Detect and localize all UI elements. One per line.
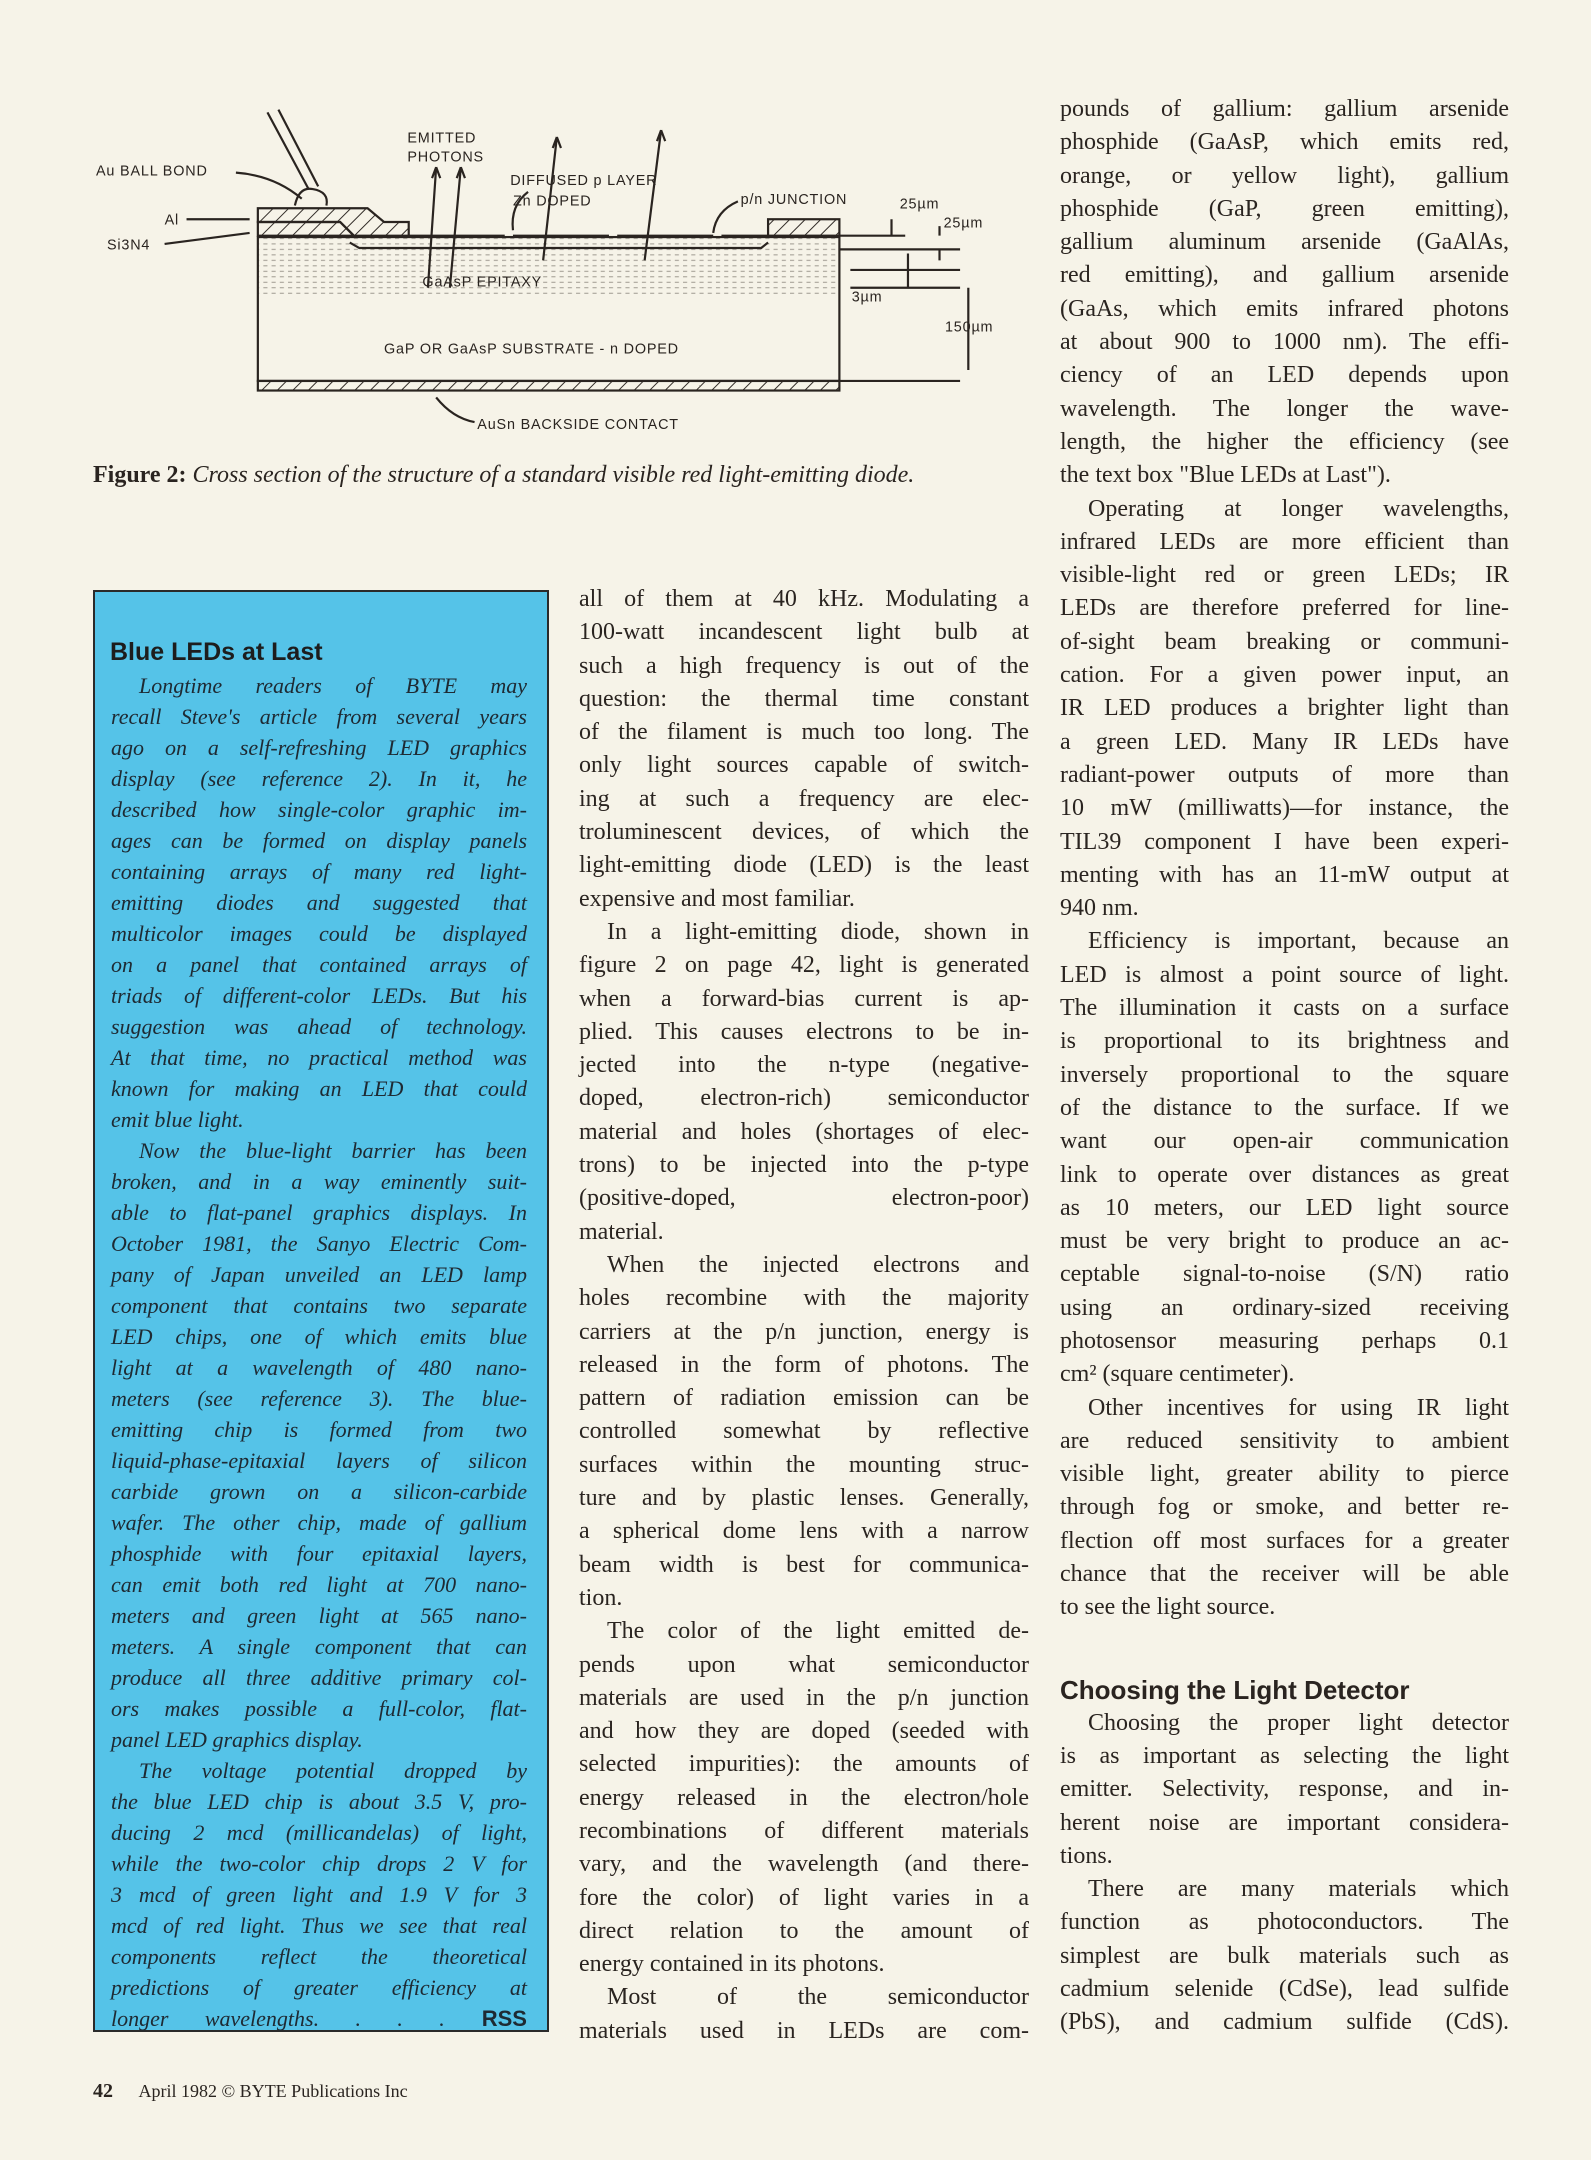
text-line: figure 2 on page 42, light is generated [579,952,1029,979]
text-line: jected into the n-type (negative- [579,1052,1029,1079]
text-line: carbide grown on a silicon-carbide [111,1479,527,1504]
text-line: (GaAs, which emits infrared photons [1060,295,1509,322]
text-line: inversely proportional to the square [1060,1061,1509,1088]
text-line: containing arrays of many red light- [111,859,527,884]
text-line: TIL39 component I have been experi- [1060,828,1509,855]
author-signature: RSS [444,2006,527,2031]
text-line: flection off most surfaces for a greater [1060,1527,1509,1554]
text-line: ceptable signal-to-noise (S/N) ratio [1060,1261,1509,1288]
text-line: a green LED. Many IR LEDs have [1060,728,1509,755]
figure-caption [93,462,914,489]
text-line: ciency of an LED depends upon [1060,362,1509,389]
text-line: through fog or smoke, and better re- [1060,1494,1509,1521]
epitaxy-layer [258,237,840,295]
text-line: is proportional to its brightness and [1060,1028,1509,1055]
text-line: meters and green light at 565 nano- [111,1603,527,1628]
text-line: 3 mcd of green light and 1.9 V for 3 [111,1882,527,1907]
text-line: phosphide (GaP, green emitting), [1060,195,1509,222]
text-line: emitter. Selectivity, response, and in- [1060,1776,1509,1803]
text-line: display (see reference 2). In it, he [111,766,527,791]
text-line: as 10 meters, our LED light source [1060,1194,1509,1221]
text-line: of the filament is much too long. The [579,719,1029,746]
text-line: 10 mW (milliwatts)—for instance, the [1060,795,1509,822]
text-line: trons) to be injected into the p-type [579,1152,1029,1179]
text-line: October 1981, the Sanyo Electric Com- [111,1231,527,1256]
text-line: ages can be formed on display panels [111,828,527,853]
text-line: of-sight beam breaking or communi- [1060,628,1509,655]
label-dim-3um: 3µm [851,289,883,306]
text-line: the blue LED chip is about 3.5 V, pro- [111,1789,527,1814]
text-line: ducing 2 mcd (millicandelas) of light, [111,1820,527,1845]
text-line: (PbS), and cadmium sulfide (CdS). [1060,2009,1509,2036]
caption-text: Cross section of the structure of a standard visible red light-emitting diode. [192,462,915,488]
text-line: are reduced sensitivity to ambient [1060,1427,1509,1454]
text-line: Now the blue-light barrier has been [139,1138,527,1163]
text-line: cm² (square centimeter). [1060,1361,1295,1388]
sidebar-body [111,670,527,2034]
text-line: 100-watt incandescent light bulb at [579,619,1029,646]
text-line: while the two-color chip drops 2 V for [111,1851,527,1876]
caption-label: Figure 2: [93,462,187,488]
text-line: is as important as selecting the light [1060,1742,1509,1769]
text-line: recall Steve's article from several years [111,704,527,729]
text-line: of the distance to the surface. If we [1060,1094,1509,1121]
text-line: recombinations of different materials [579,1817,1029,1844]
text-line: can emit both red light at 700 nano- [111,1572,527,1597]
text-line: longer wavelengths. . . . RSS [111,2006,527,2031]
text-line: ture and by plastic lenses. Generally, [579,1485,1029,1512]
label-au-ball-bond: Au BALL BOND [96,163,208,180]
page-footer [93,2080,408,2103]
text-line: radiant-power outputs of more than [1060,761,1509,788]
text-line: Longtime readers of BYTE may [139,673,527,698]
text-line: expensive and most familiar. [579,885,855,912]
text-line: carriers at the p/n junction, energy is [579,1318,1029,1345]
text-line: 940 nm. [1060,895,1139,922]
text-line: energy contained in its photons. [579,1951,885,1978]
text-line: liquid-phase-epitaxial layers of silicon [111,1448,527,1473]
text-line: herent noise are important considera- [1060,1809,1509,1836]
text-line: triads of different-color LEDs. But his [111,983,527,1008]
text-line: and how they are doped (seeded with [579,1718,1029,1745]
text-line: beam width is best for communica- [579,1551,1029,1578]
text-line: materials used in LEDs are com- [579,2017,1029,2044]
text-line: emitting diodes and suggested that [111,890,527,915]
text-line: want our open-air communication [1060,1128,1509,1155]
text-line: to see the light source. [1060,1594,1276,1621]
text-line: component that contains two separate [111,1293,527,1318]
label-substrate: GaP OR GaAsP SUBSTRATE - n DOPED [384,341,679,358]
backside-contact [258,381,840,391]
page-number: 42 [93,2080,113,2102]
text-line: Most of the semiconductor [607,1984,1029,2011]
text-line: simplest are bulk materials such as [1060,1942,1509,1969]
text-line: The color of the light emitted de- [607,1618,1029,1645]
label-dim-25um-a: 25µm [899,196,940,213]
label-emitted: EMITTED [407,130,477,147]
text-line: pany of Japan unveiled an LED lamp [111,1262,527,1287]
text-line: emitting chip is formed from two [111,1417,527,1442]
text-line: red emitting), and gallium arsenide [1060,262,1509,289]
label-photons: PHOTONS [407,149,484,166]
text-line: a spherical dome lens with a narrow [579,1518,1029,1545]
text-line: length, the higher the efficiency (see [1060,428,1509,455]
article-column-right [1060,93,1509,2040]
text-line: controlled somewhat by reflective [579,1418,1029,1445]
text-line: multicolor images could be displayed [111,921,527,946]
text-line: mcd of red light. Thus we see that real [111,1913,527,1938]
text-line: Operating at longer wavelengths, [1088,495,1509,522]
text-line: tions. [1060,1842,1113,1869]
text-line: panel LED graphics display. [111,1727,363,1752]
text-line: LED is almost a point source of light. [1060,961,1509,988]
text-line: LEDs are therefore preferred for line- [1060,595,1509,622]
text-line: known for making an LED that could [111,1076,527,1101]
text-line: fore the color) of light varies in a [579,1884,1029,1911]
text-line: when a forward-bias current is ap- [579,985,1029,1012]
text-line: wafer. The other chip, made of gallium [111,1510,527,1535]
text-line: material and holes (shortages of elec- [579,1118,1029,1145]
text-line: suggestion was ahead of technology. [111,1014,527,1039]
text-line: using an ordinary-sized receiving [1060,1294,1509,1321]
sidebar-box-blue-leds [93,590,549,2032]
text-line: such a high frequency is out of the [579,652,1029,679]
sidebar-title: Blue LEDs at Last [110,638,323,666]
text-line: predictions of greater efficiency at [111,1975,527,2000]
text-line: vary, and the wavelength (and there- [579,1851,1029,1878]
label-al: Al [164,212,180,229]
text-line: must be very bright to produce an ac- [1060,1228,1509,1255]
text-line: ors makes possible a full-color, flat- [111,1696,527,1721]
text-line: ing at such a frequency are elec- [579,785,1029,812]
label-dim-150um: 150µm [944,319,994,336]
text-line: Efficiency is important, because an [1088,928,1509,955]
text-line: ago on a self-refreshing LED graphics [111,735,527,760]
text-line: on a panel that contained arrays of [111,952,527,977]
text-line: plied. This causes electrons to be in- [579,1018,1029,1045]
text-line: only light sources capable of switch- [579,752,1029,779]
text-line: cation. For a given power input, an [1060,662,1509,689]
text-line: all of them at 40 kHz. Modulating a [579,586,1029,612]
text-line: selected impurities): the amounts of [579,1751,1029,1778]
text-line: link to operate over distances as great [1060,1161,1509,1188]
label-backside-contact: AuSn BACKSIDE CONTACT [477,416,679,433]
text-line: orange, or yellow light), gallium [1060,162,1509,189]
section-heading: Choosing the Light Detector [1060,1674,1410,1705]
text-line: released in the form of photons. The [579,1351,1029,1378]
label-diffused-p-layer: DIFFUSED p LAYER [510,172,658,189]
text-line: meters (see reference 3). The blue- [111,1386,527,1411]
text-line: doped, electron-rich) semiconductor [579,1085,1029,1112]
text-line: IR LED produces a brighter light than [1060,695,1509,722]
text-line: components reflect the theoretical [111,1944,527,1969]
label-pn-junction: p/n JUNCTION [740,192,848,209]
text-line: function as photoconductors. The [1060,1909,1509,1936]
text-line: materials are used in the p/n junction [579,1684,1029,1711]
text-line: direct relation to the amount of [579,1917,1029,1944]
text-line: produce all three additive primary col- [111,1665,527,1690]
text-line: The voltage potential dropped by [139,1758,527,1783]
text-line: the text box "Blue LEDs at Last"). [1060,462,1391,489]
label-zn-doped: Zn DOPED [512,193,592,210]
text-line: holes recombine with the majority [579,1285,1029,1312]
text-line: broken, and in a way eminently suit- [111,1169,527,1194]
text-line: In a light-emitting diode, shown in [607,918,1029,945]
text-line: described how single-color graphic im- [111,797,527,822]
text-line: question: the thermal time constant [579,685,1029,712]
text-line: pattern of radiation emission can be [579,1385,1029,1412]
text-line: light-emitting diode (LED) is the least [579,852,1029,879]
text-line: (positive-doped, electron-poor) [579,1185,1029,1212]
label-epitaxy: GaAsP EPITAXY [422,274,543,291]
text-line: material. [579,1218,664,1245]
text-line: cadmium selenide (CdSe), lead sulfide [1060,1976,1509,2003]
text-line: visible light, greater ability to pierce [1060,1461,1509,1488]
text-line: LED chips, one of which emits blue [111,1324,527,1349]
text-line: light at a wavelength of 480 nano- [111,1355,527,1380]
text-line: The illumination it casts on a surface [1060,995,1509,1022]
label-dim-25um-b: 25µm [943,215,984,232]
text-line: When the injected electrons and [607,1251,1029,1278]
text-line: surfaces within the mounting struc- [579,1451,1029,1478]
text-line: At that time, no practical method was [111,1045,527,1070]
text-line: pends upon what semiconductor [579,1651,1029,1678]
si3n4-layer [258,222,354,236]
article-column-middle [579,583,1029,2048]
text-line: troluminescent devices, of which the [579,819,1029,846]
text-line: visible-light red or green LEDs; IR [1060,562,1509,589]
text-line: meters. A single component that can [111,1634,527,1659]
text-line: infrared LEDs are more efficient than [1060,528,1509,555]
text-line: emit blue light. [111,1107,244,1132]
text-line: pounds of gallium: gallium arsenide [1060,96,1509,122]
text-line: tion. [579,1584,623,1611]
text-line: at about 900 to 1000 nm). The effi- [1060,329,1509,356]
text-line: able to flat-panel graphics displays. In [111,1200,527,1225]
label-si3n4: Si3N4 [106,237,151,254]
text-line: gallium aluminum arsenide (GaAlAs, [1060,229,1509,256]
text-line: phosphide (GaAsP, which emits red, [1060,129,1509,156]
footer-credit: April 1982 © BYTE Publications Inc [138,2081,408,2101]
text-line: Other incentives for using IR light [1088,1394,1509,1421]
text-line: Choosing the proper light detector [1088,1709,1509,1736]
text-line: chance that the receiver will be able [1060,1561,1509,1588]
text-line: phosphide with four epitaxial layers, [111,1541,527,1566]
text-line: energy released in the electron/hole [579,1784,1029,1811]
text-line: photosensor measuring perhaps 0.1 [1060,1327,1509,1354]
text-line: There are many materials which [1088,1876,1509,1903]
right-contact [768,219,839,235]
text-line: menting with has an 11-mW output at [1060,861,1509,888]
text-line: wavelength. The longer the wave- [1060,395,1509,422]
